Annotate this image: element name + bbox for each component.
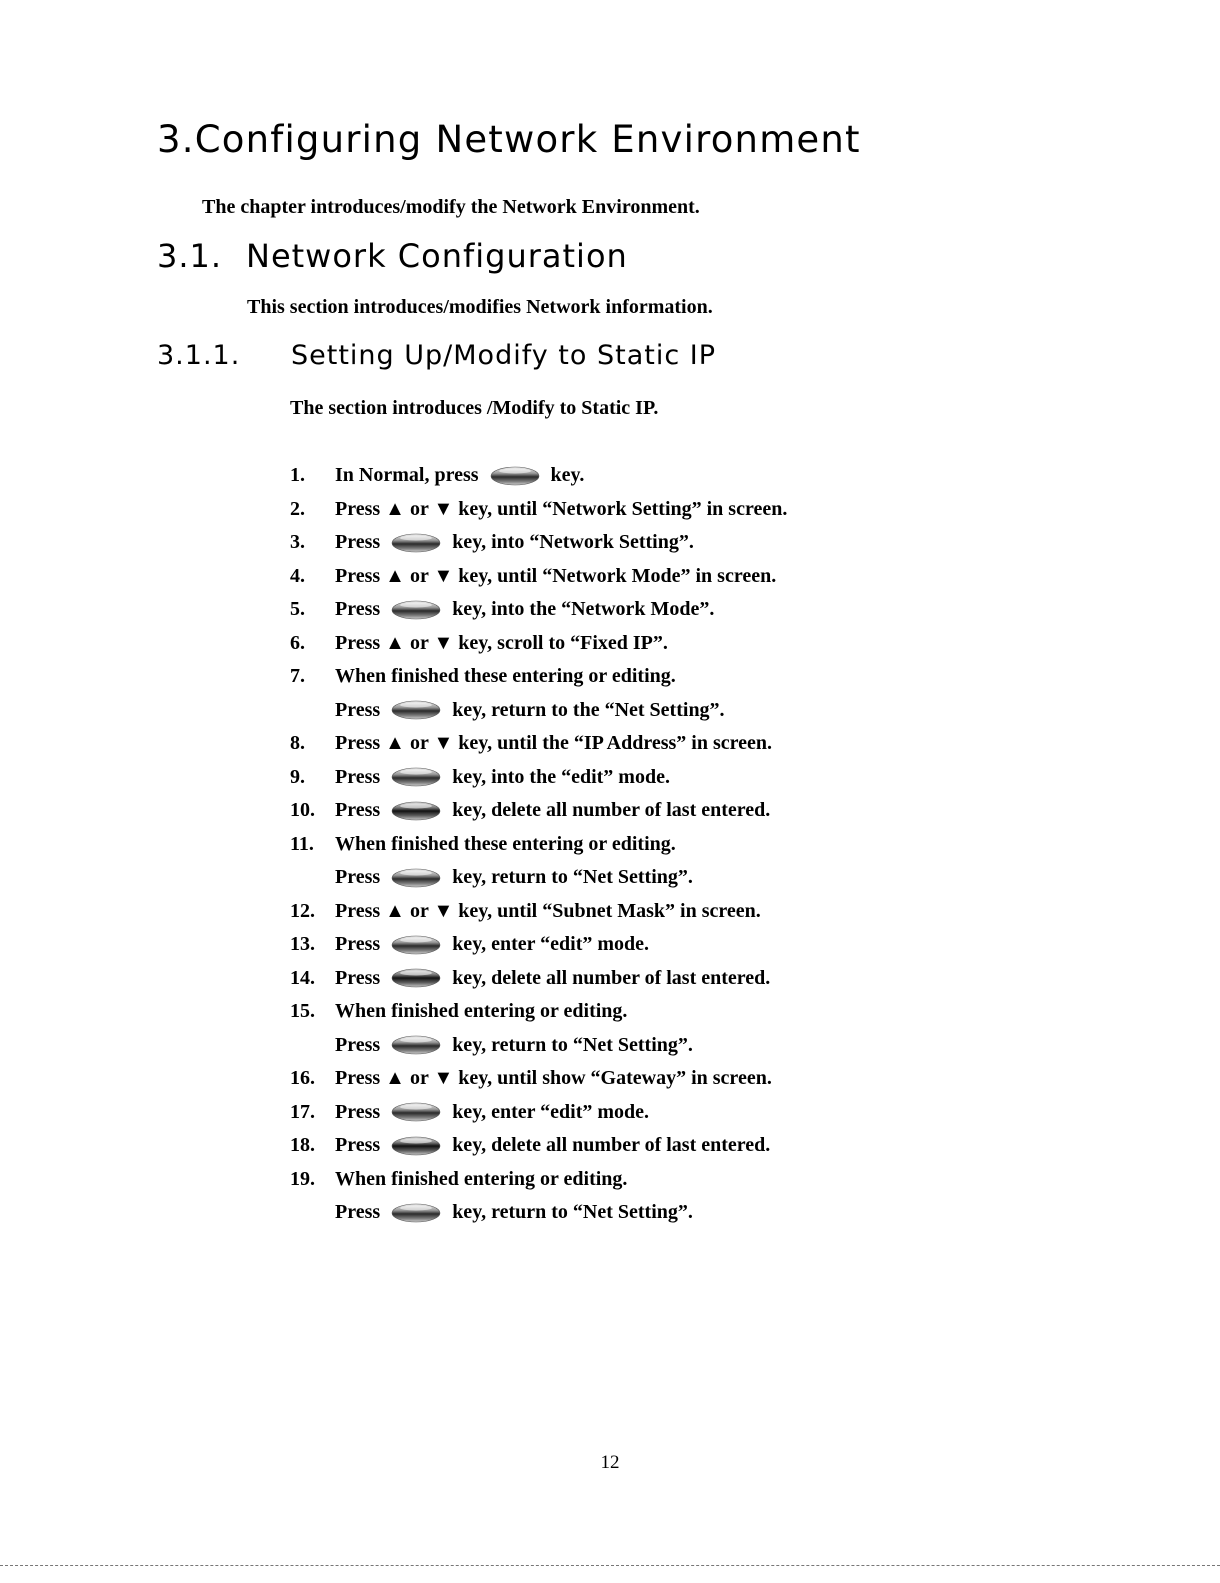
step-line	[290, 1196, 787, 1230]
step-number: 16.	[290, 1067, 315, 1089]
subsection-number: 3.1.1.	[157, 340, 241, 371]
step-number: 14.	[290, 966, 315, 989]
enter-key-icon	[391, 600, 441, 620]
step-line	[290, 761, 787, 795]
step-number: 17.	[290, 1100, 315, 1123]
step-line	[290, 694, 787, 728]
step-text-after-key: key, delete all number of last entered.	[452, 1134, 771, 1156]
step-line	[290, 627, 787, 661]
step-line	[290, 928, 787, 962]
step-number: 12.	[290, 899, 315, 922]
step-number: 9.	[290, 765, 305, 788]
step-line	[290, 493, 787, 527]
step-text-after-key: key, return to the “Net Setting”.	[452, 698, 725, 721]
step-text: Press ▲ or ▼ key, scroll to “Fixed IP”.	[335, 631, 668, 654]
section-number: 3.1.	[157, 237, 223, 275]
chapter-intro: The chapter introduces/modify the Network Environment.	[202, 196, 700, 218]
step-line	[290, 895, 787, 929]
step-text-after-key: key, delete all number of last entered.	[452, 799, 771, 821]
step-text-before-key: Press	[335, 1033, 381, 1056]
step-text: When finished these entering or editing.	[335, 832, 676, 855]
step-text-after-key: key, enter “edit” mode.	[452, 933, 650, 955]
section-intro: This section introduces/modifies Network information.	[247, 296, 713, 318]
step-text-before-key: Press	[335, 933, 381, 955]
step-number: 13.	[290, 933, 315, 955]
delete-key-icon	[391, 1136, 441, 1156]
step-number: 6.	[290, 631, 305, 654]
step-text: Press ▲ or ▼ key, until “Subnet Mask” in screen.	[335, 899, 761, 922]
step-text-after-key: key, return to “Net Setting”.	[452, 1033, 693, 1056]
enter-key-icon	[391, 1035, 441, 1055]
step-line	[290, 560, 787, 594]
enter-key-icon	[391, 868, 441, 888]
step-text-after-key: key, into the “Network Mode”.	[452, 598, 715, 620]
enter-key-icon	[391, 767, 441, 787]
step-text-before-key: Press	[335, 1201, 381, 1223]
delete-key-icon	[391, 801, 441, 821]
step-text-after-key: key, into “Network Setting”.	[452, 531, 694, 553]
enter-key-icon	[391, 1102, 441, 1122]
step-number: 1.	[290, 464, 305, 486]
step-text-after-key: key, return to “Net Setting”.	[452, 866, 693, 888]
step-line	[290, 459, 787, 493]
section-heading	[157, 237, 628, 275]
section-title: Network Configuration	[246, 237, 628, 275]
step-text-after-key: key, return to “Net Setting”.	[452, 1201, 693, 1223]
step-number: 10.	[290, 799, 315, 821]
step-text: Press ▲ or ▼ key, until “Network Mode” in screen.	[335, 564, 777, 587]
step-number: 7.	[290, 665, 305, 687]
step-line	[290, 995, 787, 1029]
step-line	[290, 1129, 787, 1163]
step-text: When finished these entering or editing.	[335, 665, 676, 687]
step-text: Press ▲ or ▼ key, until “Network Setting” in screen.	[335, 497, 788, 520]
step-text: Press ▲ or ▼ key, until the “IP Address” in screen.	[335, 732, 773, 754]
step-line	[290, 1096, 787, 1130]
step-text: Press ▲ or ▼ key, until show “Gateway” in screen.	[335, 1067, 772, 1089]
step-text-before-key: Press	[335, 1100, 381, 1123]
step-line	[290, 526, 787, 560]
step-number: 5.	[290, 598, 305, 620]
subsection-heading	[157, 340, 716, 371]
step-number: 4.	[290, 564, 305, 587]
step-text-after-key: key, enter “edit” mode.	[452, 1100, 650, 1123]
step-number: 18.	[290, 1134, 315, 1156]
step-line	[290, 593, 787, 627]
enter-key-icon	[391, 700, 441, 720]
step-line	[290, 1062, 787, 1096]
page-bottom-rule	[0, 1565, 1220, 1566]
step-number: 3.	[290, 531, 305, 553]
step-text: When finished entering or editing.	[335, 1167, 628, 1190]
step-line	[290, 794, 787, 828]
enter-key-icon	[490, 466, 540, 486]
step-number: 2.	[290, 497, 305, 520]
step-text-before-key: Press	[335, 866, 381, 888]
step-text-after-key: key, into the “edit” mode.	[452, 765, 670, 788]
step-text-before-key: Press	[335, 698, 381, 721]
step-line	[290, 962, 787, 996]
step-number: 8.	[290, 732, 305, 754]
step-line	[290, 861, 787, 895]
step-line	[290, 1029, 787, 1063]
page-number: 12	[600, 1452, 620, 1473]
step-line	[290, 828, 787, 862]
chapter-title: 3.Configuring Network Environment	[157, 118, 861, 161]
enter-key-icon	[391, 1203, 441, 1223]
step-number: 19.	[290, 1167, 315, 1190]
step-text-before-key: Press	[335, 765, 381, 788]
step-text-before-key: Press	[335, 1134, 381, 1156]
step-text-before-key: Press	[335, 531, 381, 553]
enter-key-icon	[391, 935, 441, 955]
steps-list	[290, 459, 787, 1230]
step-number: 15.	[290, 1000, 315, 1022]
step-text-before-key: Press	[335, 598, 381, 620]
enter-key-icon	[391, 533, 441, 553]
step-line	[290, 1163, 787, 1197]
step-text: When finished entering or editing.	[335, 1000, 628, 1022]
step-line	[290, 660, 787, 694]
step-text-before-key: In Normal, press	[335, 464, 479, 486]
delete-key-icon	[391, 968, 441, 988]
step-number: 11.	[290, 832, 314, 855]
subsection-intro: The section introduces /Modify to Static IP.	[290, 397, 659, 419]
step-line	[290, 727, 787, 761]
step-text-before-key: Press	[335, 799, 381, 821]
step-text-after-key: key.	[550, 464, 585, 486]
step-text-before-key: Press	[335, 966, 381, 989]
subsection-title: Setting Up/Modify to Static IP	[291, 340, 717, 371]
step-text-after-key: key, delete all number of last entered.	[452, 966, 771, 989]
